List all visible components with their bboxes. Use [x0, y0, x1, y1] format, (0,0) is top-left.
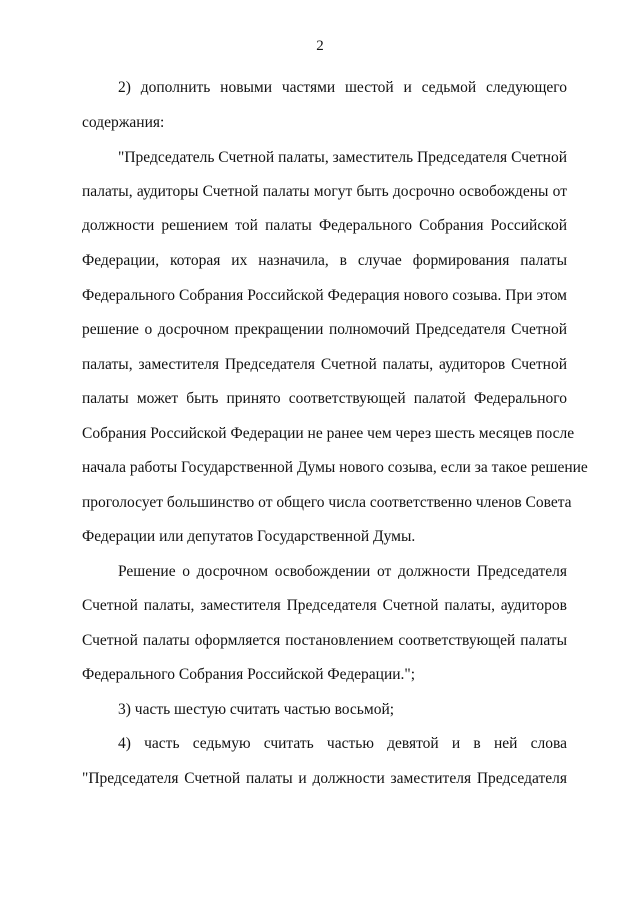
- text-line: Собрания Российской Федерации не ранее чем через шесть месяцев после: [82, 425, 575, 442]
- text-line: должности решением той палаты Федерального Собрания Российской: [82, 217, 567, 234]
- text-line: Федерации или депутатов Государственной Думы.: [82, 528, 416, 545]
- text-line: Счетной палаты оформляется постановлением соответствующей палаты: [82, 632, 567, 649]
- text-line: Решение о досрочном освобождении от должности Председателя: [118, 563, 567, 580]
- text-line: 3) часть шестую считать частью восьмой;: [118, 701, 395, 718]
- text-line: Счетной палаты, заместителя Председателя Счетной палаты, аудиторов: [82, 597, 567, 614]
- text-line: Федерации, которая их назначила, в случае формирования палаты: [82, 252, 567, 269]
- text-line: 2) дополнить новыми частями шестой и седьмой следующего: [118, 79, 567, 96]
- text-line: палаты, заместителя Председателя Счетной палаты, аудиторов Счетной: [82, 356, 567, 373]
- text-line: начала работы Государственной Думы нового созыва, если за такое решение: [82, 459, 588, 476]
- text-line: палаты, аудиторы Счетной палаты могут быть досрочно освобождены от: [82, 183, 567, 200]
- text-line: 4) часть седьмую считать частью девятой и в ней слова: [118, 735, 567, 752]
- text-line: "Председатель Счетной палаты, заместитель Председателя Счетной: [118, 149, 567, 166]
- text-line: содержания:: [82, 114, 165, 131]
- text-line: Федерального Собрания Российской Федерация нового созыва. При этом: [82, 287, 567, 304]
- text-line: палаты может быть принято соответствующей палатой Федерального: [82, 390, 567, 407]
- text-line: решение о досрочном прекращении полномочий Председателя Счетной: [82, 321, 567, 338]
- page-number: 2: [316, 38, 324, 54]
- text-line: "Председателя Счетной палаты и должности заместителя Председателя: [82, 770, 567, 787]
- text-line: проголосует большинство от общего числа соответственно членов Совета: [82, 494, 572, 511]
- text-line: Федерального Собрания Российской Федерации.";: [82, 666, 416, 683]
